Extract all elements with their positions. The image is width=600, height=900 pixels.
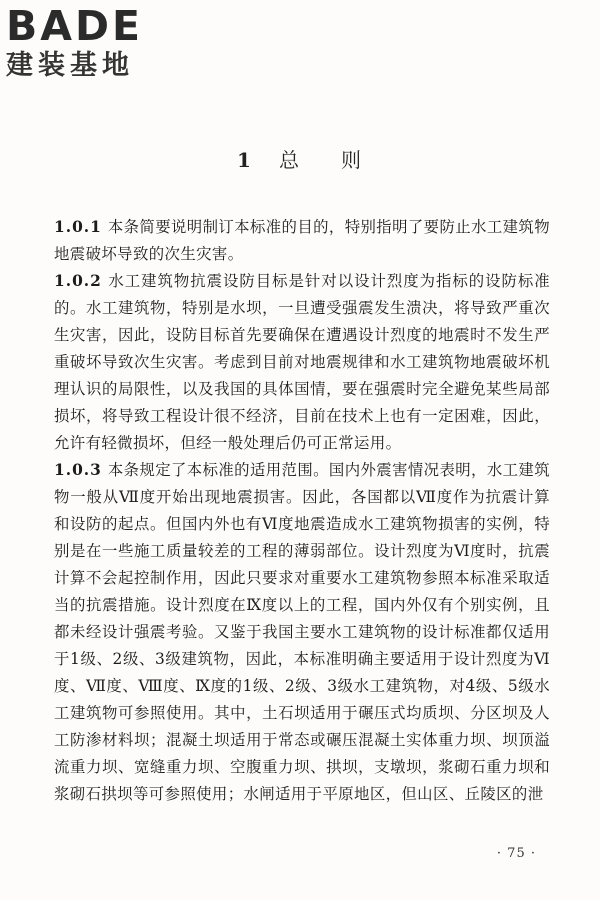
page-number: · 75 · xyxy=(496,846,536,861)
clause-number: 1.0.2 xyxy=(54,272,102,290)
clause-1-0-3 xyxy=(54,457,550,808)
clause-text: 本条规定了本标准的适用范围。国内外震害情况表明，水工建筑物一般从Ⅶ度开始出现地震损害。因此，各国都以Ⅶ度作为抗震计算和设防的起点。但国内外也有Ⅵ度地震造成水工建筑物损害的实例，特别是在一些施工质量较差的工程的薄弱部位。设计烈度为Ⅵ度时，抗震计算不会起控制作用，因此只要求对重要水工建筑物参照本标准采取适当的抗震措施。设计烈度在Ⅸ度以上的工程，国内外仅有个别实例，且都未经设计强震考验。又鉴于我国主要水工建筑物的设计标准都仅适用于1级、2级、3级建筑物，因此，本标准明确主要适用于设计烈度为Ⅵ度、Ⅶ度、Ⅷ度、Ⅸ度的1级、2级、3级水工建筑物，对4级、5级水工建筑物可参照使用。其中，土石坝适用于碾压式均质坝、分区坝及人工防渗材料坝；混凝土坝适用于常态或碾压混凝土实体重力坝、坝顶溢流重力坝、宽缝重力坝、空腹重力坝、拱坝，支墩坝，浆砌石重力坝和浆砌石拱坝等可参照使用；水闸适用于平原地区，但山区、丘陵区的泄 xyxy=(54,461,550,803)
clause-1-0-1 xyxy=(54,214,550,268)
clause-1-0-2 xyxy=(54,268,550,457)
logo xyxy=(6,4,176,82)
document-body xyxy=(54,214,550,808)
clause-number: 1.0.1 xyxy=(54,218,102,236)
chapter-title-part1: 总 xyxy=(278,148,301,172)
clause-text: 水工建筑物抗震设防目标是针对以设计烈度为指标的设防标准的。水工建筑物，特别是水坝，一旦遭受强震发生溃决，将导致严重次生灾害，因此，设防目标首先要确保在遭遇设计烈度的地震时不发生严重破坏导致次生灾害。考虑到目前对地震规律和水工建筑物地震破坏机理认识的局限性，以及我国的具体国情，要在强震时完全避免某些局部损坏，将导致工程设计很不经济，目前在技术上也有一定困难，因此，允许有轻微损坏，但经一般处理后仍可正常运用。 xyxy=(54,272,550,452)
clause-text: 本条简要说明制订本标准的目的，特别指明了要防止水工建筑物地震破坏导致的次生灾害。 xyxy=(54,218,550,263)
clause-number: 1.0.3 xyxy=(54,461,102,479)
chapter-number: 1 xyxy=(237,148,253,172)
chapter-title xyxy=(0,144,600,173)
logo-subtitle: 建装基地 xyxy=(6,50,134,81)
chapter-title-part2: 则 xyxy=(340,148,363,172)
logo-brand: BADE xyxy=(6,2,144,50)
